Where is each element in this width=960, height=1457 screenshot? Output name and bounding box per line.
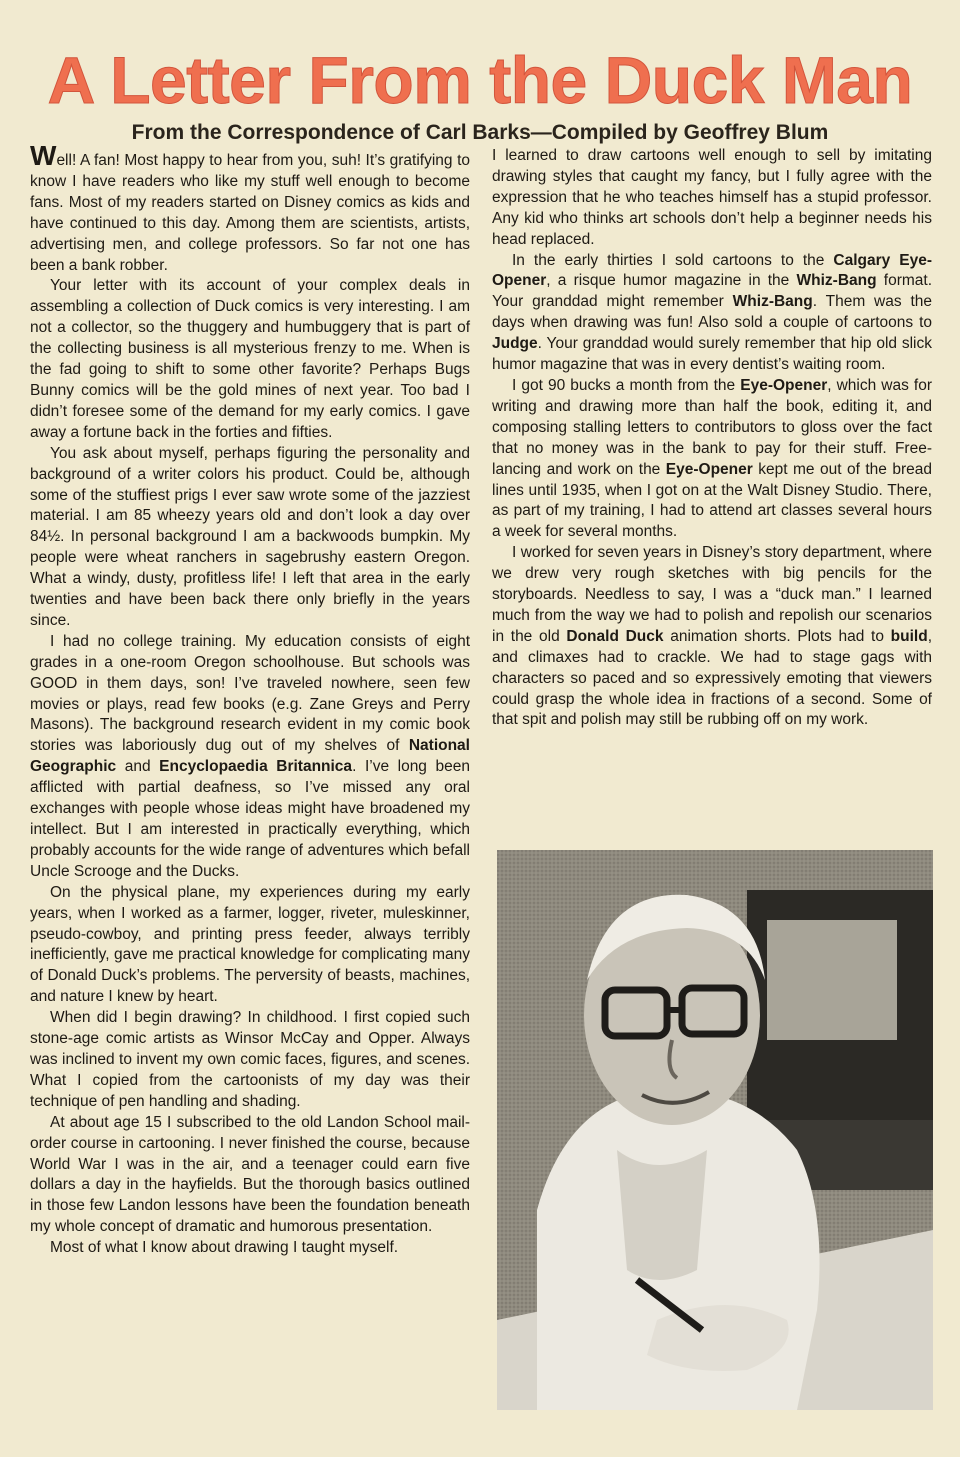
publication-name: Encyclopaedia Britannica xyxy=(159,758,353,776)
article-subtitle: From the Correspondence of Carl Barks—Compiled by Geoffrey Blum xyxy=(131,121,829,144)
paragraph-10: In the early thirties I sold cartoons to the Calgary Eye-Opener, a risque humor magazine in the Whiz-Bang format. Your granddad might remember Whiz-Bang. Them was the days when drawing was fun! Also sold a couple of cartoons to Judge. Your granddad would surely remember that hip old slick humor magazine that was in every dentist’s waiting room. xyxy=(492,251,933,374)
publication-name: Calgary Eye-Opener xyxy=(492,251,932,290)
publication-name: Eye-Opener xyxy=(665,460,753,478)
paragraph-8: Most of what I know about drawing I taught myself. xyxy=(50,1239,399,1257)
publication-name: Whiz-Bang xyxy=(732,293,813,311)
paragraph-4: I had no college training. My education consists of eight grades in a one-room Oregon schoolhouse. But schools was GOOD in them days, son! I’ve traveled nowhere, seen few movies or plays, read few books (e.g. Zane Greys and Perry Masons). The background research evident in my comic book stories was laboriously dug out of my shelves of National Geographic and Encyclopaedia Britannica. I’ve long been afflicted with partial deafness, so I’ve missed any oral exchanges with people whose ideas might have broadened my intellect. But I am interested in practically everything, which probably accounts for the wide range of adventures which befall Uncle Scrooge and the Ducks. xyxy=(30,632,470,880)
paragraph-12: I worked for seven years in Disney’s story department, where we drew very rough sketches with big pencils for the storyboards. Needless to say, I was a “duck man.” I learned much from the way we had to polish and repolish our scenarios in the old Donald Duck animation shorts. Plots had to build, and climaxes had to crackle. We had to stage gags with characters so paced and so expressively emoting that viewers could grasp the whole idea in fractions of a second. Some of that spit and polish may still be rubbing off on my work. xyxy=(492,544,933,729)
publication-name: National Geographic xyxy=(30,737,470,776)
portrait-illustration xyxy=(497,850,933,1410)
right-column xyxy=(492,146,932,731)
publication-name: build xyxy=(890,627,928,645)
paragraph-9: I learned to draw cartoons well enough to sell by imitating drawing styles that caught my fancy, but I fully agree with the expression that he who teaches himself has a stupid professor. Any kid who thinks art schools don’t help a beginner needs his head replaced. xyxy=(492,147,932,248)
left-column xyxy=(30,140,470,1259)
paragraph-7: At about age 15 I subscribed to the old Landon School mail-order course in cartooning. I never finished the course, because World War I was in the air, and a teenager could earn five dollars a day in the hayfields. But the thorough basics outlined in those few Landon lessons have been the foundation beneath my whole concept of dramatic and humorous presentation. xyxy=(30,1113,470,1236)
portrait-photo xyxy=(497,850,933,1410)
paragraph-2: Your letter with its account of your complex deals in assembling a collection of Duck comics is very interesting. I am not a collector, so the thuggery and humbuggery that is part of the collecting business is all mysterious frenzy to me. When is the fad going to shift to some other favorite? Perhaps Bugs Bunny comics will be the gold mines of next year. Too bad I didn’t foresee some of the demand for my early comics. I gave away a fortune back in the forties and fifties. xyxy=(30,277,470,441)
publication-name: Eye-Opener xyxy=(740,376,828,394)
paragraph-5: On the physical plane, my experiences during my early years, when I worked as a farmer, logger, riveter, muleskinner, pseudo-cowboy, and printing press feeder, always terribly inefficiently, gave me practical knowledge for complicating many of Donald Duck’s problems. The perversity of beasts, machines, and nature I knew by heart. xyxy=(30,883,470,1006)
paragraph-3: You ask about myself, perhaps figuring the personality and background of a writer colors his product. Could be, although some of the stuffiest prigs I ever saw wrote some of the jazziest material. I am 85 wheezy years old and don’t look a day over 84½. In personal background I am a backwoods bumpkin. My people were wheat ranchers in sagebrushy eastern Oregon. What a windy, dusty, profitless life! I left that area in the early twenties and have been back there only briefly in the years since. xyxy=(30,444,470,629)
article-title: A Letter From the Duck Man xyxy=(47,43,913,117)
publication-name: Judge xyxy=(492,335,538,353)
paragraph-11: I got 90 bucks a month from the Eye-Opener, which was for writing and drawing more than half the book, editing it, and composing stalling letters to contributors to gloss over the fact that no money was in the bank to pay for their stuff. Free-lancing and work on the Eye-Opener kept me out of the bread lines until 1935, when I got on at the Walt Disney Studio. There, as part of my training, I had to attend art classes several hours a week for several months. xyxy=(492,376,932,541)
publication-name: Whiz-Bang xyxy=(796,272,877,290)
drop-cap: W xyxy=(30,140,57,171)
publication-name: Donald Duck xyxy=(566,627,664,645)
paragraph-1: Well! A fan! Most happy to hear from you, suh! It’s gratifying to know I have readers who like my stuff well enough to become fans. Most of my readers started on Disney comics as kids and have continued to this day. Among them are scientists, artists, advertising men, and college professors. So far not one has been a bank robber. xyxy=(30,140,470,274)
paragraph-6: When did I begin drawing? In childhood. I first copied such stone-age comic artists as Winsor McCay and Opper. Always was inclined to invent my own comic faces, figures, and scenes. What I copied from the cartoonists of my day was their technique of pen handling and shading. xyxy=(30,1009,470,1110)
